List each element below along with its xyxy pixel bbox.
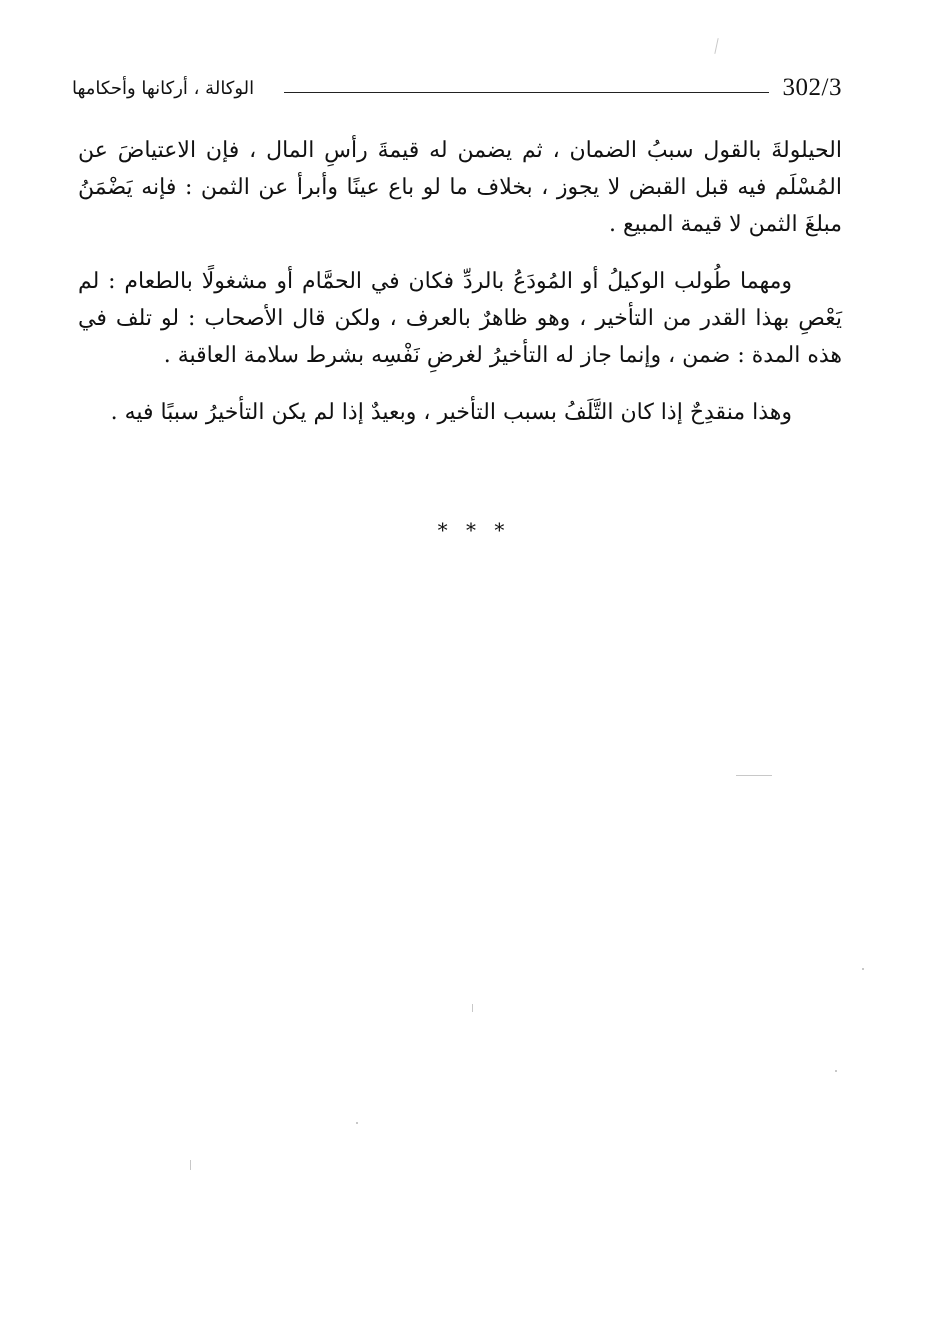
scan-mark bbox=[835, 1070, 837, 1072]
scan-mark bbox=[862, 968, 864, 970]
paragraph-3: وهذا منقدِحٌ إذا كان التَّلَفُ بسبب التأخير ، وبعيدٌ إذا لم يكن التأخيرُ سببًا فيه . bbox=[110, 400, 792, 425]
scan-mark bbox=[472, 1004, 473, 1012]
scan-mark bbox=[714, 38, 718, 54]
page-number: 302/3 bbox=[782, 74, 842, 101]
scan-mark bbox=[736, 775, 772, 776]
scan-mark bbox=[190, 1160, 191, 1170]
paragraph-1: الحيلولةَ بالقول سببُ الضمان ، ثم يضمن له قيمةَ رأسِ المال ، فإن الاعتياضَ عن المُسْلَم فيه قبل القبض لا يجوز ، بخلاف ما لو باع عينًا وأبرأ عن الثمن : فإنه يَضْمَنُ مبلغَ الثمن لا قيمة المبيع . bbox=[78, 138, 842, 237]
header-rule bbox=[284, 92, 769, 93]
running-header bbox=[72, 72, 842, 112]
body-text bbox=[78, 132, 842, 451]
scan-mark bbox=[356, 1122, 358, 1124]
section-end-ornament: * * * bbox=[437, 518, 511, 542]
paragraph-2: ومهما طُولب الوكيلُ أو المُودَعُ بالردِّ فكان في الحمَّام أو مشغولًا بالطعام : لم يَعْصِ بهذا القدر من التأخير ، وهو ظاهرٌ بالعرف ، ولكن قال الأصحاب : لو تلف في هذه المدة : ضمن ، وإنما جاز له التأخيرُ لغرضِ نَفْسِه بشرط سلامة العاقبة . bbox=[78, 269, 842, 368]
header-title: الوكالة ، أركانها وأحكامها bbox=[72, 78, 255, 99]
